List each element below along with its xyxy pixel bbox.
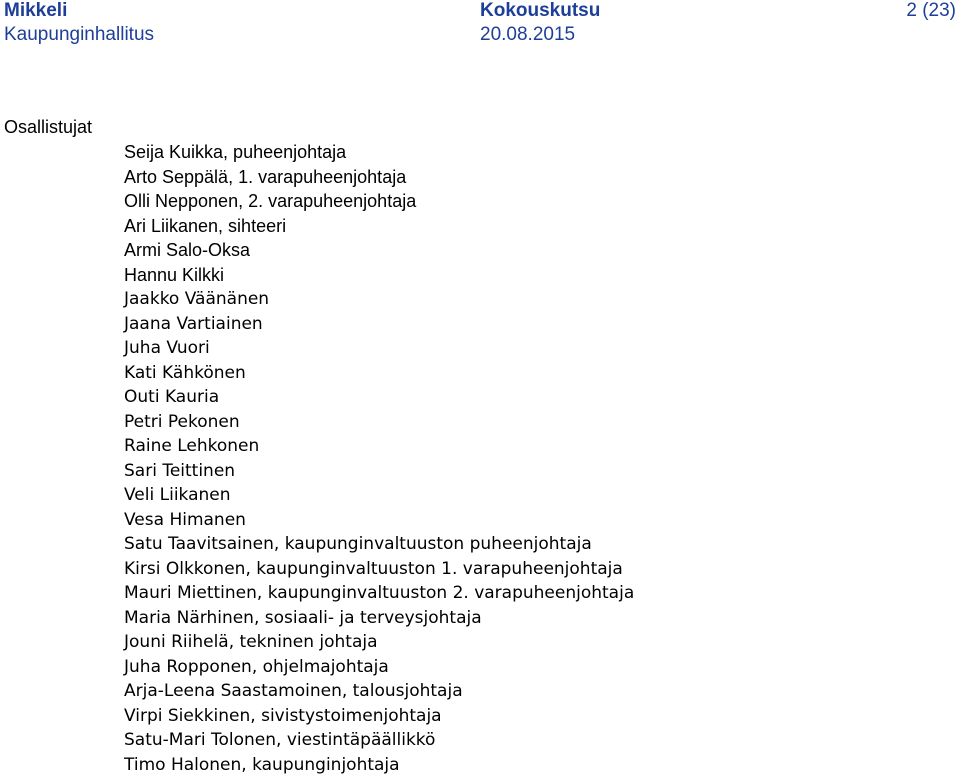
participant-item: Juha Ropponen, ohjelmajohtaja xyxy=(124,656,389,677)
participant-item: Timo Halonen, kaupunginjohtaja xyxy=(124,754,400,775)
participant-item: Seija Kuikka, puheenjohtaja xyxy=(124,142,347,162)
meeting-date: 20.08.2015 xyxy=(480,24,576,45)
participant-item: Jouni Riihelä, tekninen johtaja xyxy=(124,632,378,652)
document-type: Kokouskutsu xyxy=(480,0,601,21)
participant-item: Olli Nepponen, 2. varapuheenjohtaja xyxy=(124,191,417,211)
participant-item: Armi Salo-Oksa xyxy=(124,240,251,260)
participant-item: Arto Seppälä, 1. varapuheenjohtaja xyxy=(124,166,407,187)
participant-item: Jaakko Väänänen xyxy=(124,289,270,309)
participant-item: Kati Kähkönen xyxy=(124,362,246,383)
participant-item: Sari Teittinen xyxy=(124,460,236,481)
governing-body: Kaupunginhallitus xyxy=(4,24,155,45)
participant-item: Hannu Kilkki xyxy=(124,264,225,285)
participant-item: Vesa Himanen xyxy=(124,509,246,530)
participant-item: Kirsi Olkkonen, kaupunginvaltuuston 1. varapuheenjohtaja xyxy=(124,558,623,579)
participant-item: Mauri Miettinen, kaupunginvaltuuston 2. varapuheenjohtaja xyxy=(124,583,635,603)
participant-item: Petri Pekonen xyxy=(124,411,240,432)
page-number: 2 (23) xyxy=(906,0,956,21)
participant-item: Ari Liikanen, sihteeri xyxy=(124,215,287,236)
participant-item: Maria Närhinen, sosiaali- ja terveysjohtaja xyxy=(124,607,482,628)
participant-item: Outi Kauria xyxy=(124,387,220,407)
participant-item: Virpi Siekkinen, sivistystoimenjohtaja xyxy=(124,705,442,726)
participant-item: Veli Liikanen xyxy=(124,485,231,505)
participant-item: Jaana Vartiainen xyxy=(124,313,263,334)
participant-item: Satu-Mari Tolonen, viestintäpäällikkö xyxy=(124,730,436,750)
participant-item: Satu Taavitsainen, kaupunginvaltuuston puheenjohtaja xyxy=(124,534,592,554)
organization-name: Mikkeli xyxy=(4,0,68,21)
participants-heading: Osallistujat xyxy=(4,117,93,137)
participant-item: Juha Vuori xyxy=(124,338,210,358)
participant-item: Arja-Leena Saastamoinen, talousjohtaja xyxy=(124,681,463,701)
participant-item: Raine Lehkonen xyxy=(124,436,260,456)
document-header xyxy=(0,0,960,50)
participants-list xyxy=(124,140,634,777)
